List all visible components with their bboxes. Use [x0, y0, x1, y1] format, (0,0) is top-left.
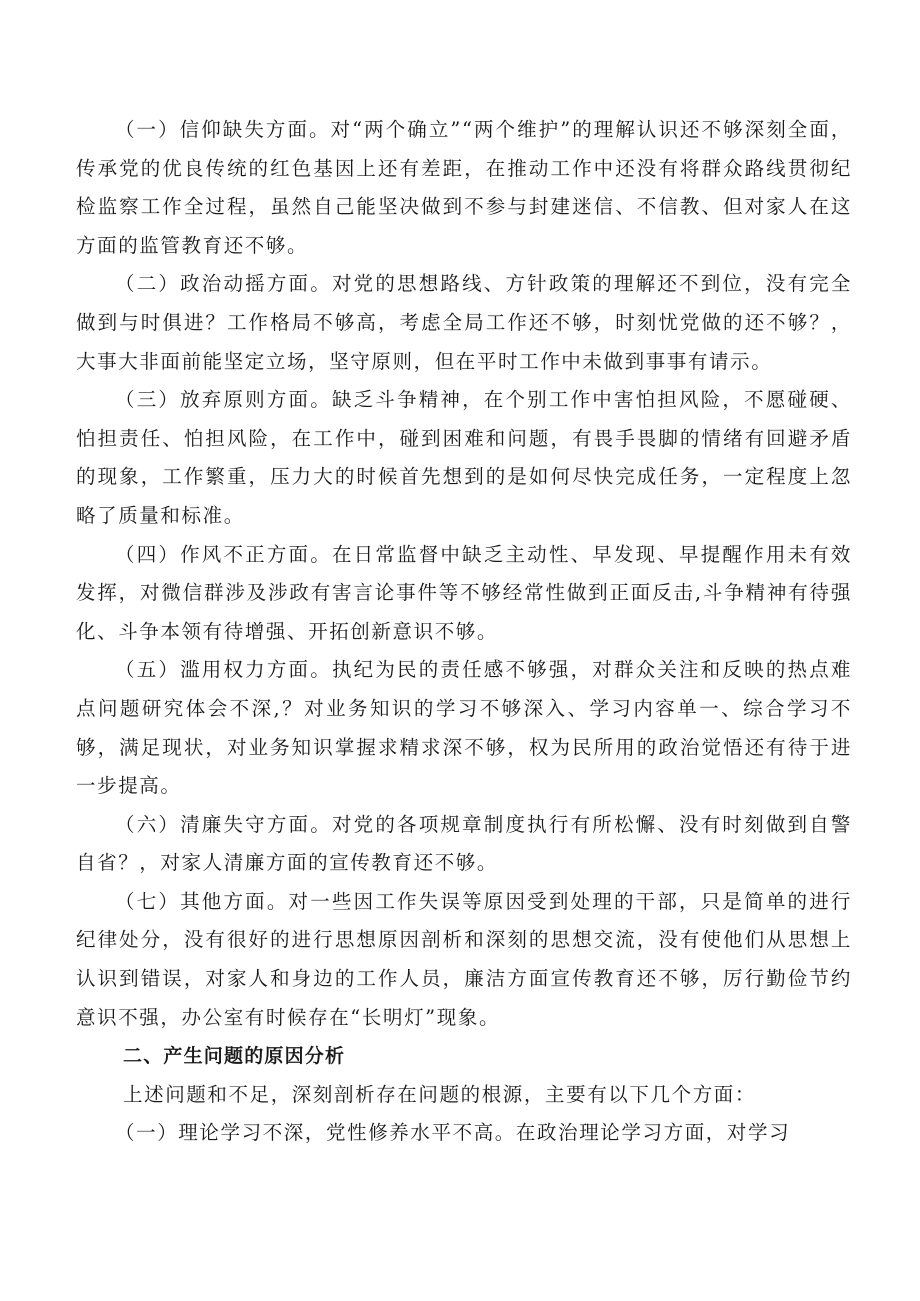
paragraph-politics: （二）政治动摇方面。对党的思想路线、方针政策的理解还不到位，没有完全做到与时俱进？工作格局不够高，考虑全局工作还不够，时刻忧党做的还不够？，大事大非面前能坚定立场，坚守原则，但在平时工作中未做到事事有请示。 [76, 272, 852, 373]
section-heading: 二、产生问题的原因分析 [123, 1045, 346, 1068]
intro-paragraph: 上述问题和不足，深刻剖析存在问题的根源，主要有以下几个方面： [123, 1082, 757, 1106]
paragraph-faith: （一）信仰缺失方面。对“两个确立”“两个维护”的理解认识还不够深刻全面，传承党的优良传统的红色基因上还有差距，在推动工作中还没有将群众路线贯彻纪检监察工作全过程，虽然自己能坚决做到不参与封建迷信、不信教、但对家人在这方面的监管教育还不够。 [76, 118, 852, 257]
paragraph-style: （四）作风不正方面。在日常监督中缺乏主动性、早发现、早提醒作用未有效发挥，对微信群涉及涉政有害言论事件等不够经常性做到正面反击,斗争精神有待强化、斗争本领有待增强、开拓创新意识不够。 [76, 542, 852, 643]
paragraph-principle: （三）放弃原则方面。缺乏斗争精神，在个别工作中害怕担风险，不愿碰硬、怕担责任、怕担风险，在工作中，碰到困难和问题，有畏手畏脚的情绪有回避矛盾的现象，工作繁重，压力大的时候首先想到的是如何尽快完成任务，一定程度上忽略了质量和标准。 [76, 388, 852, 527]
document-page [76, 111, 852, 1153]
paragraph-power: （五）滥用权力方面。执纪为民的责任感不够强，对群众关注和反映的热点难点问题研究体会不深,？对业务知识的学习不够深入、学习内容单一、综合学习不够，满足现状，对业务知识掌握求精求深不够，权为民所用的政治觉悟还有待于进一步提高。 [76, 658, 852, 798]
paragraph-other: （七）其他方面。对一些因工作失误等原因受到处理的干部，只是简单的进行纪律处分，没有很好的进行思想原因剖析和深刻的思想交流，没有使他们从思想上认识到错误，对家人和身边的工作人员，廉洁方面宣传教育还不够，厉行勤俭节约意识不强，办公室有时候存在“长明灯”现象。 [76, 889, 852, 1029]
paragraph-theory: （一）理论学习不深，党性修养水平不高。在政治理论学习方面，对学习 [115, 1121, 791, 1145]
paragraph-integrity: （六）清廉失守方面。对党的各项规章制度执行有所松懈、没有时刻做到自警自省？，对家人清廉方面的宣传教育还不够。 [76, 812, 852, 875]
